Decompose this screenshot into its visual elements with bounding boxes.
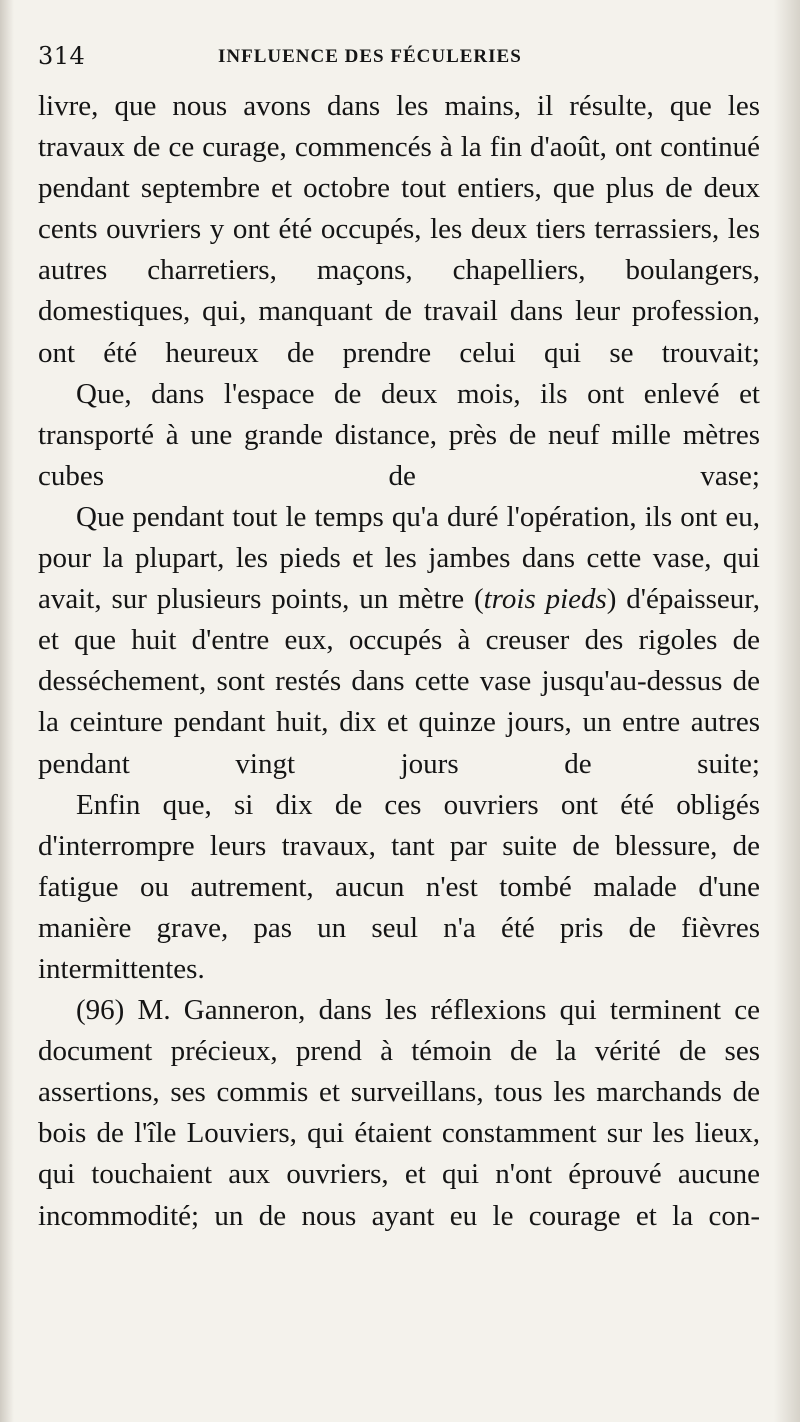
page-gutter-shadow	[0, 0, 14, 1422]
paragraph-enfin: Enfin que, si dix de ces ouvriers ont été obligés d'interrompre leurs travaux, tant par suite de blessure, de fatigue ou autrement, aucun n'est tombé malade d'une manière grave, pas un seul n'a été pris de fièvres intermittentes.	[38, 788, 760, 985]
italic-measure: trois pieds	[483, 583, 607, 616]
paragraph-96: (96) M. Ganneron, dans les réflexions qui terminent ce document précieux, prend à témoin de la vérité de ses assertions, ses commis et surveillans, tous les marchands de bois de l'île Louviers, qui étaient constamment sur les lieux, qui touchaient aux ouvriers, et qui n'ont éprouvé aucune incommodité; un de nous ayant eu le courage et la con-	[38, 994, 760, 1232]
paragraph-text: ) d'épaisseur, et que huit d'entre eux, occupés à creuser des rigoles de desséchement, sont restés dans cette vase jusqu'au-dessus de la ceinture pendant huit, dix et quinze jours, un entre autres pendant vingt jours de suite;	[38, 583, 761, 780]
paragraph-que-transport: Que, dans l'espace de deux mois, ils ont enlevé et transporté à une grande distance, près de neuf mille mètres cubes de vase;	[38, 377, 760, 492]
running-head: INFLUENCE DES FÉCULERIES	[218, 46, 522, 67]
page-number: 314	[38, 42, 86, 70]
page-edge-shadow	[774, 0, 800, 1422]
paragraph-text: Que pendant tout le temps qu'a duré l'opération, ils ont eu, pour la plupart, les pieds et les jambes dans cette vase, qui avait, sur plusieurs points, un mètre (	[38, 500, 760, 616]
body-text	[38, 86, 760, 1237]
paragraph-continued: livre, que nous avons dans les mains, il résulte, que les travaux de ce curage, commencés à la fin d'août, ont continué pendant septembre et octobre tout entiers, que plus de deux cents ouvriers y ont été occupés, les deux tiers terrassiers, les autres charretiers, maçons, chapelliers, boulangers, domestiques, qui, manquant de travail dans leur profession, ont été heureux de prendre celui qui se trouvait;	[38, 90, 760, 369]
paragraph-que-pendant	[38, 497, 760, 785]
page-header	[38, 42, 758, 78]
